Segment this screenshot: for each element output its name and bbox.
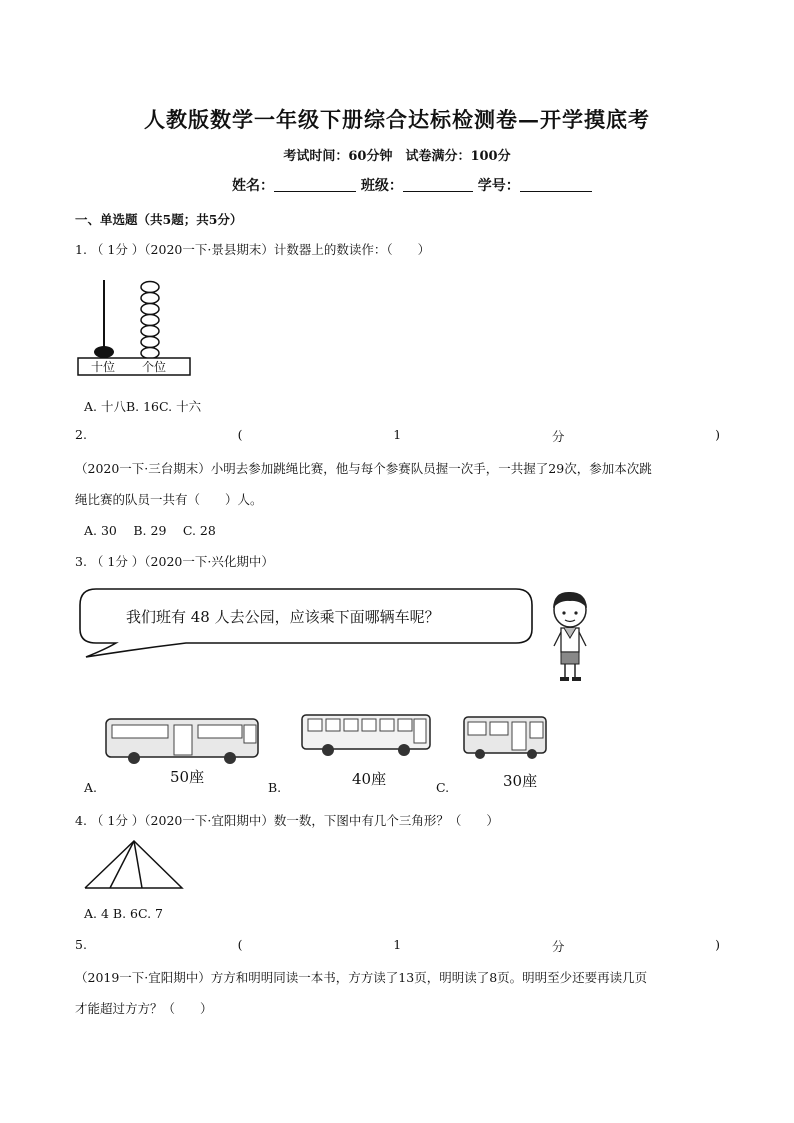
- question-2-line-2: 绳比赛的队员一共有（ ）人。: [75, 492, 263, 507]
- question-4-options[interactable]: A. 4 B. 6C. 7: [84, 906, 164, 921]
- question-2-header: 2. ( 1 分 ): [75, 427, 720, 444]
- question-4-stem: 4. （ 1分 ）（2020一下·宜阳期中）数一数，下图中有几个三角形？（ ）: [75, 813, 499, 828]
- option-b-label[interactable]: B.: [268, 780, 282, 795]
- bus-c-image: [462, 714, 552, 762]
- student-info-row: [232, 175, 592, 195]
- bus-b-image: [300, 712, 435, 762]
- speech-bubble-text: 我们班有 48 人去公园，应该乘下面哪辆车呢？: [126, 608, 440, 626]
- number-field[interactable]: [520, 177, 592, 192]
- question-2-options[interactable]: A. 30 B. 29 C. 28: [84, 523, 216, 538]
- student-boy-illustration: [540, 588, 600, 688]
- option-c-label[interactable]: C.: [436, 780, 450, 795]
- question-5-line-2: 才能超过方方？（ ）: [75, 1001, 213, 1016]
- question-2-line-1: （2020一下·三台期末）小明去参加跳绳比赛，他与每个参赛队员握一次手，一共握了29次，参加本次跳: [75, 461, 652, 476]
- number-label: 学号：: [477, 178, 520, 194]
- section-heading: 一、单选题（共5题；共5分）: [75, 212, 243, 227]
- abacus-ones-label: 个位: [142, 360, 167, 374]
- bus-c-seats: 30座: [503, 772, 538, 790]
- abacus-tens-label: 十位: [91, 360, 116, 374]
- exam-info: 考试时间：60分钟 试卷满分：100分: [283, 149, 511, 164]
- bus-a-seats: 50座: [170, 768, 205, 786]
- option-a-label[interactable]: A.: [84, 780, 98, 795]
- question-3-stem: 3. （ 1分 ）（2020一下·兴化期中）: [75, 554, 274, 569]
- name-label: 姓名：: [232, 178, 274, 194]
- class-field[interactable]: [403, 177, 473, 192]
- question-5-line-1: （2019一下·宜阳期中）方方和明明同读一本书，方方读了13页，明明读了8页。明明至少还要再读几页: [75, 970, 648, 985]
- name-field[interactable]: [274, 177, 356, 192]
- class-label: 班级：: [360, 178, 403, 194]
- bus-b-seats: 40座: [352, 770, 387, 788]
- bus-a-image: [104, 716, 264, 766]
- question-1-options[interactable]: A. 十八B. 16C. 十六: [84, 399, 202, 414]
- triangle-figure: [82, 838, 186, 892]
- page-title: 人教版数学一年级下册综合达标检测卷—开学摸底考: [144, 107, 650, 132]
- question-5-header: 5. ( 1 分 ): [75, 937, 720, 954]
- question-1-stem: 1. （ 1分 ）（2020一下·景县期末）计数器上的数读作：（ ）: [75, 242, 431, 257]
